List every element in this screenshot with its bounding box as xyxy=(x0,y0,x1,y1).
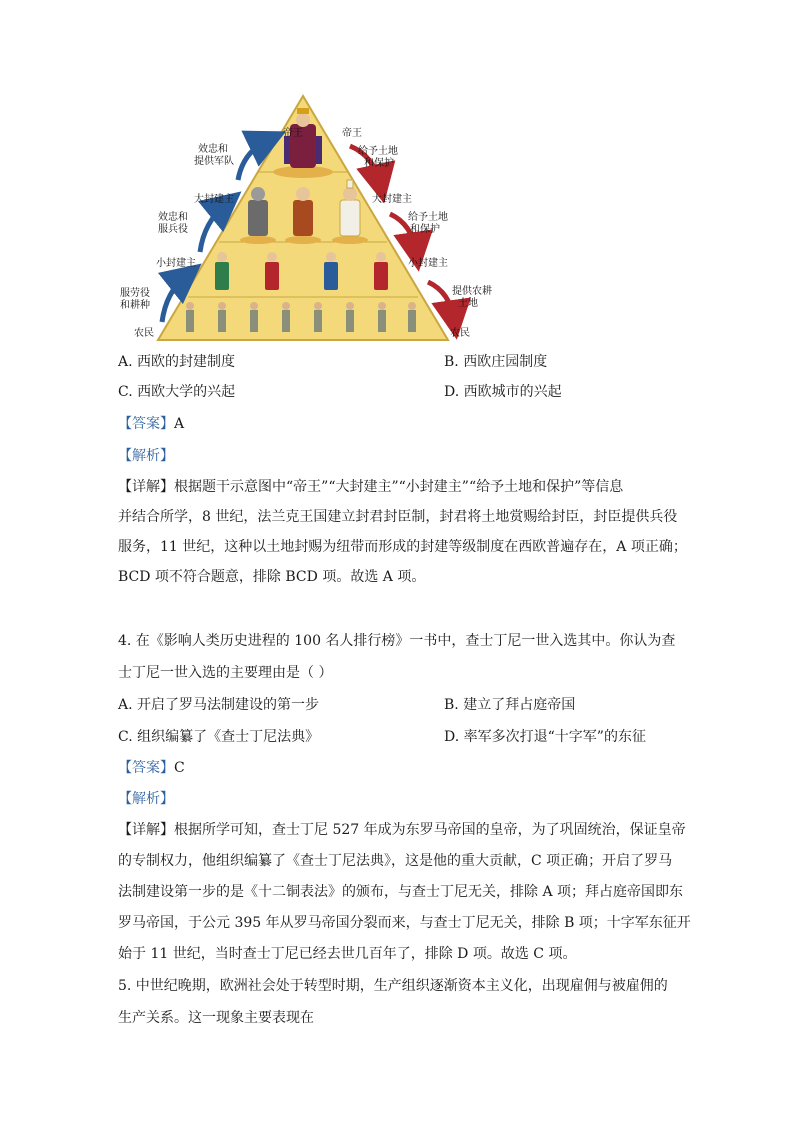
q3-answer-tag: 【答案】 xyxy=(118,416,174,432)
q4-detail-line-3: 法制建设第一步的是《十二铜表法》的颁布，与查士丁尼无关，排除 A 项；拜占庭帝国即东 xyxy=(118,884,684,900)
label-down1-a: 给予土地 xyxy=(358,146,398,157)
q4-option-c: C. 组织编纂了《查士丁尼法典》 xyxy=(118,729,320,745)
q3-detail-line-3: 服务，11 世纪，这种以土地封赐为纽带而形成的封建等级制度在西欧普遍存在，A 项正确； xyxy=(118,539,687,555)
label-king-left: 帝王 xyxy=(283,128,303,139)
label-down3-b: 土地 xyxy=(458,298,478,309)
q3-detail-line-2: 并结合所学，8 世纪，法兰克王国建立封君封臣制，封君将土地赏赐给封臣，封臣提供兵役 xyxy=(118,509,678,525)
label-down1-b: 和保护 xyxy=(364,158,394,169)
label-up2-a: 效忠和 xyxy=(158,212,188,223)
label-king-right: 帝王 xyxy=(342,128,362,139)
label-up1-b: 提供军队 xyxy=(194,156,234,167)
q4-detail-text-1: 根据所学可知，查士丁尼 527 年成为东罗马帝国的皇帝，为了巩固统治，保证皇帝 xyxy=(174,822,686,838)
q4-answer-tag: 【答案】 xyxy=(118,760,174,776)
label-peasant-left: 农民 xyxy=(134,328,154,339)
label-up2-b: 服兵役 xyxy=(158,224,188,235)
q4-analysis-tag: 【解析】 xyxy=(118,791,174,807)
q3-option-d: D. 西欧城市的兴起 xyxy=(444,384,562,400)
label-down2-b: 和保护 xyxy=(410,224,440,235)
q4-answer-value: C xyxy=(174,760,185,776)
q3-answer-value: A xyxy=(174,416,185,432)
q4-answer-line xyxy=(118,758,185,778)
q3-option-b: B. 西欧庄园制度 xyxy=(444,354,548,370)
q5-stem-line-2: 生产关系。这一现象主要表现在 xyxy=(118,1010,314,1026)
q3-answer-line xyxy=(118,414,184,434)
label-small-lord-left: 小封建主 xyxy=(156,258,196,269)
q5-stem-line-1: 5. 中世纪晚期，欧洲社会处于转型时期，生产组织逐渐资本主义化，出现雇佣与被雇佣的 xyxy=(118,978,668,994)
q3-detail-tag: 【详解】 xyxy=(118,479,174,495)
q4-detail-tag: 【详解】 xyxy=(118,822,174,838)
q3-option-a: A. 西欧的封建制度 xyxy=(118,354,236,370)
big-lord-figures xyxy=(240,180,368,244)
label-up1-a: 效忠和 xyxy=(198,144,228,155)
feudal-pyramid-diagram xyxy=(118,92,508,344)
q4-detail-line-1 xyxy=(118,820,686,840)
label-peasant-right: 农民 xyxy=(450,328,470,339)
q3-analysis-tag: 【解析】 xyxy=(118,448,174,464)
q3-option-c: C. 西欧大学的兴起 xyxy=(118,384,236,400)
q4-detail-line-2: 的专制权力，他组织编纂了《查士丁尼法典》，这是他的重大贡献，C 项正确；开启了罗马 xyxy=(118,853,673,869)
label-up3-b: 和耕种 xyxy=(120,300,150,311)
label-down2-a: 给予土地 xyxy=(408,212,448,223)
q4-option-a: A. 开启了罗马法制建设的第一步 xyxy=(118,697,320,713)
q3-detail-text-1: 根据题干示意图中“帝王”“大封建主”“小封建主”“给予土地和保护”等信息 xyxy=(174,479,624,495)
q4-detail-line-5: 始于 11 世纪，当时查士丁尼已经去世几百年了，排除 D 项。故选 C 项。 xyxy=(118,946,577,962)
q3-detail-line-1 xyxy=(118,477,623,497)
label-up3-a: 服劳役 xyxy=(120,288,150,299)
q3-detail-line-4: BCD 项不符合题意，排除 BCD 项。故选 A 项。 xyxy=(118,569,426,585)
label-small-lord-right: 小封建主 xyxy=(408,258,448,269)
label-big-lord-right: 大封建主 xyxy=(372,194,412,205)
q4-option-d: D. 率军多次打退“十字军”的东征 xyxy=(444,729,646,745)
q4-option-b: B. 建立了拜占庭帝国 xyxy=(444,697,576,713)
q4-detail-line-4: 罗马帝国，于公元 395 年从罗马帝国分裂而来，与查士丁尼无关，排除 B 项；十字军东征开 xyxy=(118,915,691,931)
label-down3-a: 提供农耕 xyxy=(452,286,492,297)
feudal-pyramid-svg xyxy=(118,92,508,344)
label-big-lord-left: 大封建主 xyxy=(194,194,234,205)
q4-stem-line-2: 士丁尼一世入选的主要理由是（ ） xyxy=(118,665,333,681)
q4-stem-line-1: 4. 在《影响人类历史进程的 100 名人排行榜》一书中，查士丁尼一世入选其中。你认为查 xyxy=(118,633,676,649)
